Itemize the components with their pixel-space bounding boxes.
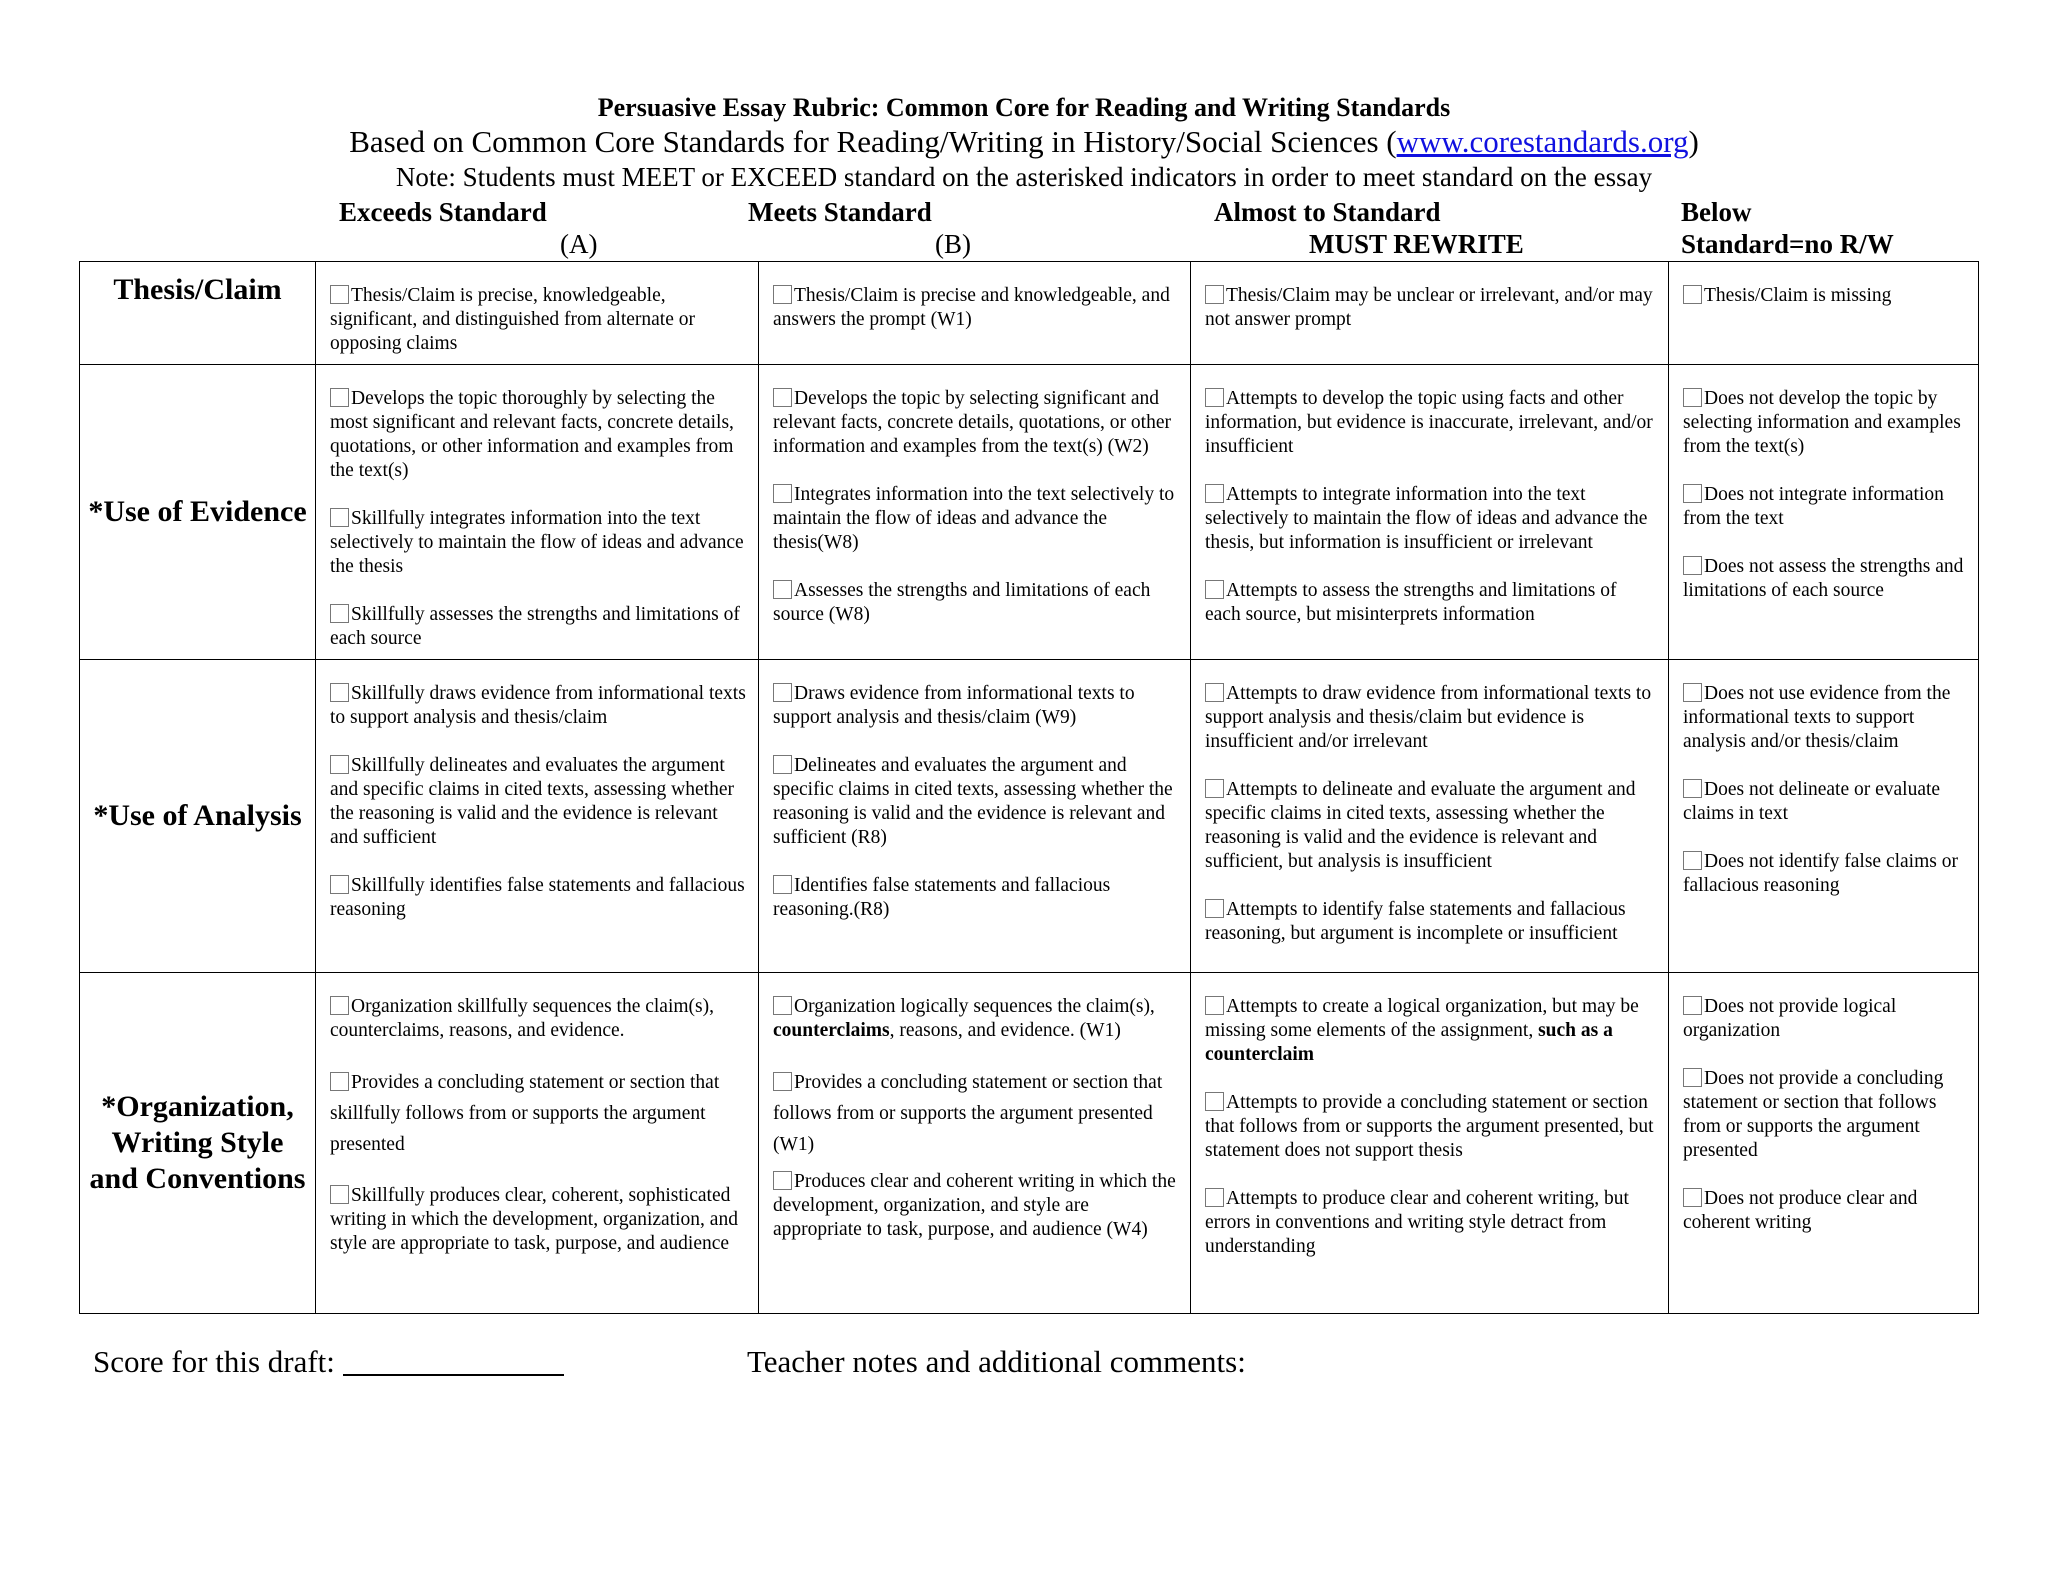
checkbox[interactable]: [773, 755, 792, 774]
criterion-item: Provides a concluding statement or section that skillfully follows from or supports the argument presented: [330, 1072, 720, 1155]
criterion-item: Does not use evidence from the informational texts to support analysis and/or thesis/claim: [1683, 683, 1951, 752]
checkbox[interactable]: [1205, 1092, 1224, 1111]
col-head-exceeds: Exceeds Standard: [339, 197, 547, 227]
checkbox[interactable]: [330, 755, 349, 774]
cell-organization-meets: [759, 973, 1191, 1314]
rubric-row-analysis: [80, 660, 1979, 973]
teacher-notes-label: Teacher notes and additional comments:: [747, 1344, 1246, 1379]
cell-organization-below: [1669, 973, 1979, 1314]
cell-thesis-meets: [759, 262, 1191, 365]
checkbox[interactable]: [1683, 388, 1702, 407]
checkbox[interactable]: [1205, 285, 1224, 304]
checkbox[interactable]: [773, 388, 792, 407]
checkbox[interactable]: [1205, 388, 1224, 407]
criterion-item: Attempts to create a logical organization, but may be missing some elements of the assignment, such as a counterclaim: [1205, 996, 1639, 1065]
document-note: Note: Students must MEET or EXCEED standard on the asterisked indicators in order to meet standard on the essay: [395, 162, 1653, 192]
checkbox[interactable]: [330, 1072, 349, 1091]
row-heading-organization: *Organization, Writing Style and Conventions: [80, 973, 316, 1314]
corestandards-link[interactable]: www.corestandards.org: [1396, 124, 1689, 159]
criterion-item: Does not provide a concluding statement or section that follows from or supports the argument presented: [1683, 1068, 1944, 1161]
document-title: Persuasive Essay Rubric: Common Core for Reading and Writing Standards: [597, 93, 1451, 122]
criterion-item: Delineates and evaluates the argument and specific claims in cited texts, assessing whether the reasoning is valid and the evidence is relevant and sufficient (R8): [773, 755, 1173, 848]
criterion-item: Does not produce clear and coherent writing: [1683, 1188, 1918, 1233]
checkbox[interactable]: [330, 285, 349, 304]
checkbox[interactable]: [1683, 556, 1702, 575]
cell-analysis-almost: [1191, 660, 1669, 973]
cell-thesis-almost: [1191, 262, 1669, 365]
criterion-item: Provides a concluding statement or section that follows from or supports the argument presented (W1): [773, 1072, 1163, 1155]
cell-evidence-exceeds: [316, 365, 759, 660]
criterion-item: Assesses the strengths and limitations of each source (W8): [773, 580, 1151, 625]
checkbox[interactable]: [1205, 1188, 1224, 1207]
row-heading-evidence: *Use of Evidence: [80, 365, 316, 660]
criterion-item: Does not identify false claims or fallacious reasoning: [1683, 851, 1958, 896]
col-head-below: Below: [1681, 197, 1752, 227]
cell-analysis-exceeds: [316, 660, 759, 973]
score-label: Score for this draft:: [93, 1344, 335, 1379]
checkbox[interactable]: [773, 683, 792, 702]
col-head-meets: Meets Standard: [748, 197, 932, 227]
cell-evidence-below: [1669, 365, 1979, 660]
checkbox[interactable]: [1683, 285, 1702, 304]
criterion-item: Does not provide logical organization: [1683, 996, 1897, 1041]
cell-organization-exceeds: [316, 973, 759, 1314]
score-input-line[interactable]: [343, 1374, 564, 1376]
criterion-item: Develops the topic by selecting significant and relevant facts, concrete details, quotations, or other information and examples from the text(s) (W2): [773, 388, 1171, 457]
criterion-item: Does not develop the topic by selecting information and examples from the text(s): [1683, 388, 1961, 457]
row-heading-thesis: Thesis/Claim: [80, 262, 316, 365]
checkbox[interactable]: [1205, 683, 1224, 702]
checkbox[interactable]: [1205, 484, 1224, 503]
checkbox[interactable]: [1683, 484, 1702, 503]
checkbox[interactable]: [1205, 580, 1224, 599]
emphasis-counterclaim: such as a counterclaim: [1205, 1020, 1613, 1065]
criterion-item: Attempts to develop the topic using facts and other information, but evidence is inaccurate, irrelevant, and/or insufficient: [1205, 388, 1653, 457]
checkbox[interactable]: [330, 996, 349, 1015]
checkbox[interactable]: [1683, 1188, 1702, 1207]
criterion-item: Attempts to identify false statements and fallacious reasoning, but argument is incomplete or insufficient: [1205, 899, 1626, 944]
rubric-row-thesis: [80, 262, 1979, 365]
rubric-table: [79, 261, 1979, 1314]
criterion-item: Does not assess the strengths and limitations of each source: [1683, 556, 1964, 601]
checkbox[interactable]: [1683, 996, 1702, 1015]
criterion-item: Skillfully assesses the strengths and limitations of each source: [330, 604, 740, 649]
criterion-item: Attempts to assess the strengths and limitations of each source, but misinterprets information: [1205, 580, 1617, 625]
rubric-row-organization: [80, 973, 1979, 1314]
checkbox[interactable]: [1205, 996, 1224, 1015]
subtitle-prefix: Based on Common Core Standards for Reading/Writing in History/Social Sciences (: [349, 124, 1397, 159]
checkbox[interactable]: [330, 875, 349, 894]
emphasis-counterclaims: counterclaims: [773, 1020, 890, 1041]
checkbox[interactable]: [773, 484, 792, 503]
subtitle-suffix: ): [1688, 124, 1699, 159]
checkbox[interactable]: [1683, 779, 1702, 798]
criterion-item: Produces clear and coherent writing in which the development, organization, and style are appropriate to task, purpose, and audience (W4): [773, 1171, 1176, 1240]
criterion-item: Attempts to produce clear and coherent writing, but errors in conventions and writing style detract from understanding: [1205, 1188, 1629, 1257]
cell-thesis-below: [1669, 262, 1979, 365]
criterion-item: Thesis/Claim is precise, knowledgeable, significant, and distinguished from alternate or opposing claims: [330, 285, 695, 354]
rubric-row-evidence: [80, 365, 1979, 660]
cell-evidence-meets: [759, 365, 1191, 660]
criterion-item: Does not integrate information from the text: [1683, 484, 1944, 529]
col-sub-almost: MUST REWRITE: [1309, 229, 1524, 259]
cell-organization-almost: [1191, 973, 1669, 1314]
cell-analysis-below: [1669, 660, 1979, 973]
criterion-item: Attempts to draw evidence from informational texts to support analysis and thesis/claim but evidence is insufficient and/or irrelevant: [1205, 683, 1652, 752]
checkbox[interactable]: [773, 285, 792, 304]
criterion-item: Skillfully delineates and evaluates the argument and specific claims in cited texts, assessing whether the reasoning is valid and the evidence is relevant and sufficient: [330, 755, 734, 848]
col-sub-meets: (B): [935, 229, 971, 259]
criterion-item: Thesis/Claim may be unclear or irrelevant, and/or may not answer prompt: [1205, 285, 1653, 330]
criterion-item: Thesis/Claim is missing: [1683, 284, 1966, 308]
row-heading-analysis: *Use of Analysis: [80, 660, 316, 973]
checkbox[interactable]: [773, 996, 792, 1015]
checkbox[interactable]: [1205, 899, 1224, 918]
criterion-item: Skillfully produces clear, coherent, sophisticated writing in which the development, organization, and style are appropriate to task, purpose, and audience: [330, 1185, 738, 1254]
criterion-item: Skillfully draws evidence from informational texts to support analysis and thesis/claim: [330, 683, 746, 728]
checkbox[interactable]: [330, 1185, 349, 1204]
checkbox[interactable]: [773, 875, 792, 894]
criterion-item: Skillfully identifies false statements and fallacious reasoning: [330, 875, 745, 920]
col-head-almost: Almost to Standard: [1214, 197, 1441, 227]
checkbox[interactable]: [1683, 683, 1702, 702]
criterion-item: Attempts to delineate and evaluate the argument and specific claims in cited texts, assessing whether the reasoning is valid and the evidence is relevant and sufficient, but analysis is insufficient: [1205, 779, 1636, 872]
col-sub-below: Standard=no R/W: [1681, 229, 1894, 259]
criterion-item: Develops the topic thoroughly by selecting the most significant and relevant facts, concrete details, quotations, or other information and examples from the text(s): [330, 388, 734, 481]
criterion-item: Attempts to integrate information into the text selectively to maintain the flow of ideas and advance the thesis, but information is insufficient or irrelevant: [1205, 484, 1648, 553]
criterion-item: Draws evidence from informational texts to support analysis and thesis/claim (W9): [773, 683, 1135, 728]
checkbox[interactable]: [773, 580, 792, 599]
checkbox[interactable]: [1683, 851, 1702, 870]
criterion-item: Integrates information into the text selectively to maintain the flow of ideas and advance the thesis(W8): [773, 484, 1175, 553]
criterion-item: Attempts to provide a concluding statement or section that follows from or supports the argument presented, but statement does not support thesis: [1205, 1092, 1654, 1161]
checkbox[interactable]: [1205, 779, 1224, 798]
cell-analysis-meets: [759, 660, 1191, 973]
checkbox[interactable]: [330, 683, 349, 702]
criterion-item: Thesis/Claim is precise and knowledgeable, and answers the prompt (W1): [773, 285, 1170, 330]
cell-evidence-almost: [1191, 365, 1669, 660]
checkbox[interactable]: [330, 388, 349, 407]
checkbox[interactable]: [773, 1171, 792, 1190]
document-subtitle: [0, 124, 2048, 160]
checkbox[interactable]: [330, 508, 349, 527]
checkbox[interactable]: [773, 1072, 792, 1091]
cell-thesis-exceeds: [316, 262, 759, 365]
criterion-item: Does not delineate or evaluate claims in text: [1683, 779, 1941, 824]
checkbox[interactable]: [330, 604, 349, 623]
criterion-item: Organization logically sequences the claim(s), counterclaims, reasons, and evidence. (W1): [773, 996, 1155, 1041]
col-sub-exceeds: (A): [560, 229, 598, 259]
criterion-item: Identifies false statements and fallacious reasoning.(R8): [773, 875, 1111, 920]
criterion-item: Skillfully integrates information into the text selectively to maintain the flow of ideas and advance the thesis: [330, 508, 744, 577]
checkbox[interactable]: [1683, 1068, 1702, 1087]
criterion-item: Organization skillfully sequences the claim(s), counterclaims, reasons, and evidence.: [330, 996, 714, 1041]
